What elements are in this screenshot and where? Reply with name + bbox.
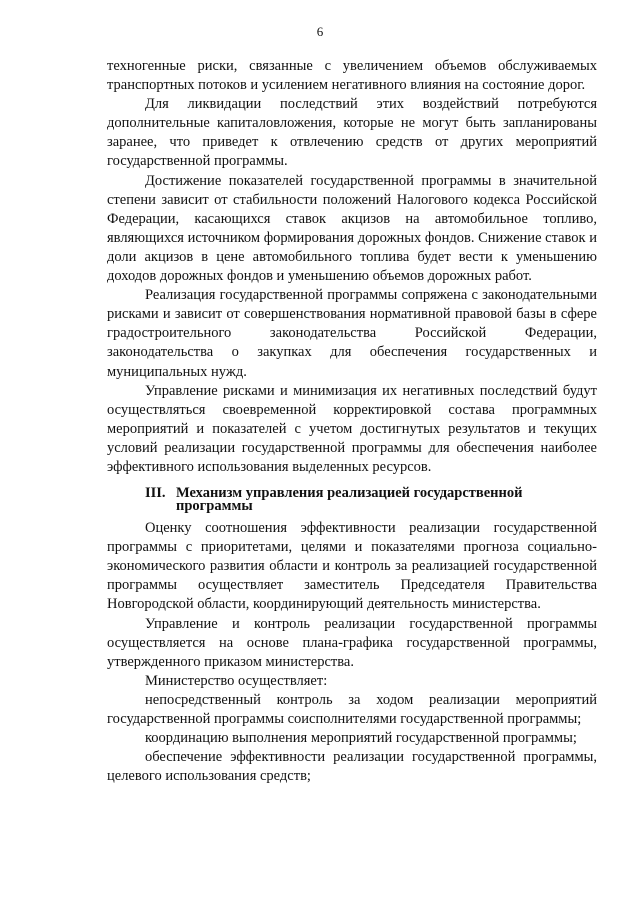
paragraph-continuation: техногенные риски, связанные с увеличением объемов обслуживаемых транспортных потоков и усилением негативного влияния на состояние дорог. [107, 58, 597, 94]
paragraph: Оценку соотношения эффективности реализации государственной программы с приоритетами, целями и показателями прогноза социально-экономического развития области и контроль за реализацией государственной программы осуществляет заместитель Председателя Правительства Новгородской области, координирующий деятельность министерства. [107, 520, 597, 613]
paragraph: Достижение показателей государственной программы в значительной степени зависит от стабильности положений Налогового кодекса Российской Федерации, касающихся ставок акцизов на автомобильное топливо, являющихся источником формирования дорожных фондов. Снижение ставок и доли акцизов в цене автомобильного топлива будет вести к уменьшению доходов дорожных фондов и уменьшению объемов дорожных работ. [107, 172, 597, 285]
paragraph: обеспечение эффективности реализации государственной программы, целевого использования средств; [107, 749, 597, 785]
section-heading [107, 487, 597, 513]
paragraph: Управление и контроль реализации государственной программы осуществляется на основе плана-графика государственной программы, утвержденного приказом министерства. [107, 615, 597, 670]
section-title-line2: программы [176, 498, 253, 515]
paragraph: координацию выполнения мероприятий государственной программы; [145, 730, 577, 747]
section-title-line1: Механизм управления реализацией государственной [176, 485, 523, 502]
section-number: III. [145, 485, 166, 502]
page-number: 6 [316, 24, 324, 39]
document-body [107, 57, 597, 786]
paragraph: Министерство осуществляет: [145, 672, 328, 689]
paragraph: Для ликвидации последствий этих воздействий потребуются дополнительные капиталовложения, которые не могут быть запланированы заранее, что приведет к отвлечению средств от других мероприятий государственной программы. [107, 96, 597, 170]
paragraph: Управление рисками и минимизация их негативных последствий будут осуществляться своевременной корректировкой состава программных мероприятий и показателей с учетом достигнутых результатов и текущих условий реализации государственной программы для обеспечения наиболее эффективного использования выделенных ресурсов. [107, 382, 597, 475]
paragraph: непосредственный контроль за ходом реализации мероприятий государственной программы соисполнителями государственной программы; [107, 691, 597, 727]
paragraph: Реализация государственной программы сопряжена с законодательными рисками и зависит от совершенствования нормативной правовой базы в сфере градостроительного законодательства Российской Федерации, законодательства о закупках для обеспечения государственных и муниципальных нужд. [107, 287, 597, 380]
